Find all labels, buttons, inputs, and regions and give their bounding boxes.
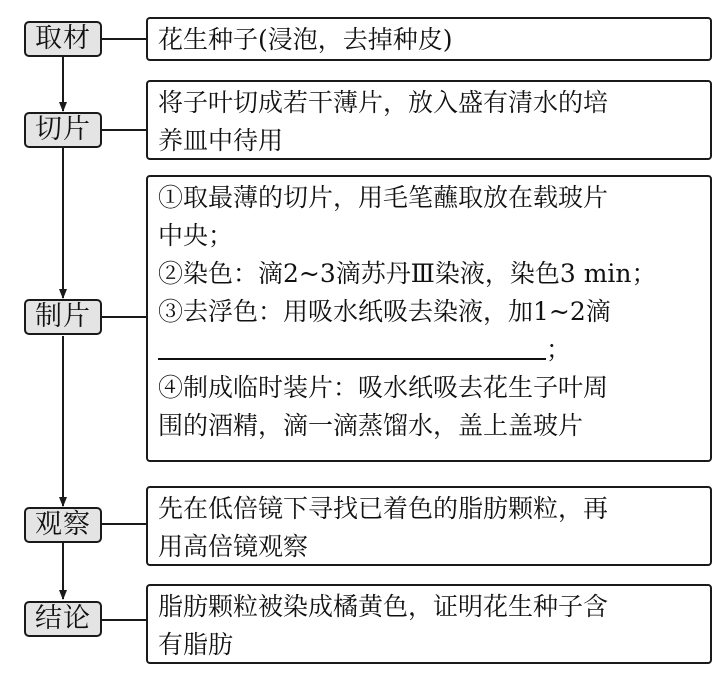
box-line: 有脂肪 bbox=[158, 630, 234, 659]
step-label-observation: 观察 bbox=[24, 507, 102, 543]
step-label-sampling: 取材 bbox=[24, 21, 102, 57]
horizontal-connectors bbox=[102, 39, 146, 620]
box-line: 养皿中待用 bbox=[158, 126, 284, 155]
box-line: 先在低倍镜下寻找已着色的脂肪颗粒，再 bbox=[158, 494, 609, 523]
step-label-slide-making: 制片 bbox=[24, 299, 102, 335]
step-label-slicing: 切片 bbox=[24, 112, 102, 148]
step-label-conclusion: 结论 bbox=[24, 601, 102, 637]
blank-punctuation: ； bbox=[546, 335, 572, 364]
step-box-slicing bbox=[146, 80, 712, 160]
box-line: 用高倍镜观察 bbox=[158, 532, 309, 561]
box-line: 将子叶切成若干薄片，放入盛有清水的培 bbox=[158, 88, 609, 117]
fill-in-blank bbox=[158, 332, 546, 360]
box-line: 围的酒精，滴一滴蒸馏水，盖上盖玻片 bbox=[158, 411, 584, 440]
box-line: 脂肪颗粒被染成橘黄色，证明花生种子含 bbox=[158, 592, 609, 621]
box-line: ②染色：滴2~3滴苏丹Ⅲ染液，染色3 min； bbox=[158, 259, 657, 288]
step-box-sampling bbox=[146, 17, 712, 61]
blank-line bbox=[158, 331, 702, 369]
box-line: 花生种子(浸泡，去掉种皮) bbox=[158, 25, 453, 54]
box-line: ①取最薄的切片，用毛笔蘸取放在载玻片 bbox=[158, 183, 609, 212]
step-box-conclusion bbox=[146, 584, 712, 664]
box-line: 中央； bbox=[158, 221, 234, 250]
step-box-slide-making bbox=[146, 175, 712, 462]
box-line: ④制成临时装片：吸水纸吸去花生子叶周 bbox=[158, 373, 609, 402]
box-line: ③去浮色：用吸水纸吸去染液，加1~2滴 bbox=[158, 297, 611, 326]
step-box-observation bbox=[146, 486, 712, 566]
